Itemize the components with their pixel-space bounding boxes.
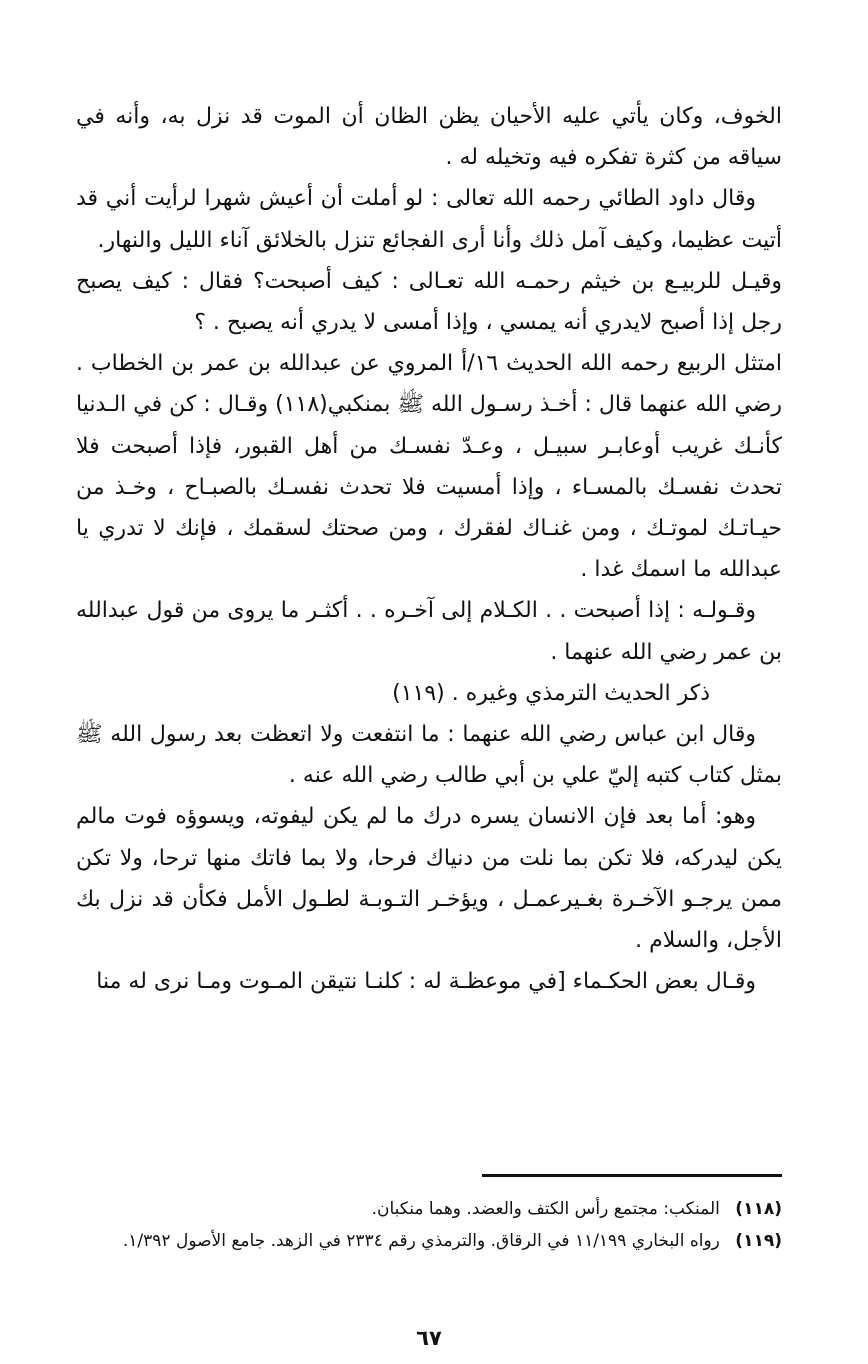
footnote-number: (١١٩) <box>735 1231 782 1251</box>
book-page <box>76 96 782 1350</box>
paragraph-wise-man: وقـال بعض الحكـماء [في موعظـة له : كلنـا نتيقن المـوت ومـا نرى له منا <box>96 969 756 995</box>
paragraph-rabi-ibn-khaytham: وقيـل للربيـع بن خيثم رحمـه الله تعـالى : كيف أصبحت؟ فقال : كيف يصبح رجل إذا أصبح لايدري أنه يمسي ، وإذا أمسى لا يدري أنه يصبح . ؟ <box>76 268 782 336</box>
paragraph-hadith-ibn-umar: امتثل الربيع رحمه الله الحديث ١٦/أ المروي عن عبدالله بن عمر بن الخطاب . رضي الله عنهما قال : أخـذ رسـول الله ﷺ بمنكبي(١١٨) وقـال : كن في الـدنيا كأنـك غريب أوعابـر سبيـل ، وعـدّ نفسـك من أهل القبور، فإذا أصبحت فلا تحدث نفسـك بالمسـاء ، وإذا أمسيت فلا تحدث نفسـك بالصبـاح ، وخـذ من حيـاتـك لموتـك ، ومن غنـاك لفقرك ، ومن صحتك لسقمك ، فإنك لا تدري يا عبدالله ما اسمك غدا . <box>76 351 782 583</box>
paragraph-tirmidhi-mention: ذكر الحديث الترمذي وغيره . (١١٩) <box>392 680 710 706</box>
footnote-number: (١١٨) <box>735 1199 782 1219</box>
page-number: ٦٧ <box>416 1326 442 1350</box>
paragraph-ibn-abbas: وقال ابن عباس رضي الله عنهما : ما انتفعت ولا اتعظت بعد رسول الله ﷺ بمثل كتاب كتبه إليّ علي بن أبي طالب رضي الله عنه . <box>76 722 782 789</box>
paragraph-letter-text: وهو: أما بعد فإن الانسان يسره درك ما لم يكن ليفوته، ويسوؤه فوت مالم يكن ليدركه، فلا تكن بما نلت من دنياك فرحا، ولا بما فاتك منها ترحا، ولا تكن ممن يرجـو الآخـرة بغـيرعمـل ، ويؤخـر التـوبـة لطـول الأمل فكأن قد نزل بك الأجل، والسلام . <box>76 804 782 954</box>
footnote-118 <box>76 1193 782 1225</box>
paragraph-fear-continuation: الخوف، وكان يأتي عليه الأحيان يظن الظان أن الموت قد نزل به، وأنه في سياقه من كثرة تفكره فيه وتخيله له . <box>76 104 782 171</box>
footnote-119 <box>76 1225 782 1257</box>
main-text <box>76 96 782 1002</box>
footnote-divider <box>482 1174 782 1177</box>
footnote-text: رواه البخاري ١١/١٩٩ في الرقاق. والترمذي رقم ٢٣٣٤ في الزهد. جامع الأصول ١/٣٩٢. <box>122 1231 720 1251</box>
footnote-text: المنكب: مجتمع رأس الكتف والعضد. وهما منكبان. <box>371 1199 720 1219</box>
paragraph-saying-commentary: وقـولـه : إذا أصبحت . . الكـلام إلى آخـره . . أكثـر ما يروى من قول عبدالله بن عمر رضي الله عنهما . <box>76 598 782 665</box>
footnotes <box>76 1193 782 1257</box>
paragraph-dawud-al-tai: وقال داود الطائي رحمه الله تعالى : لو أملت أن أعيش شهرا لرأيت أني قد أتيت عظيما، وكيف آمل ذلك وأنا أرى الفجائع تنزل بالخلائق آناء الليل والنهار. <box>76 186 782 253</box>
